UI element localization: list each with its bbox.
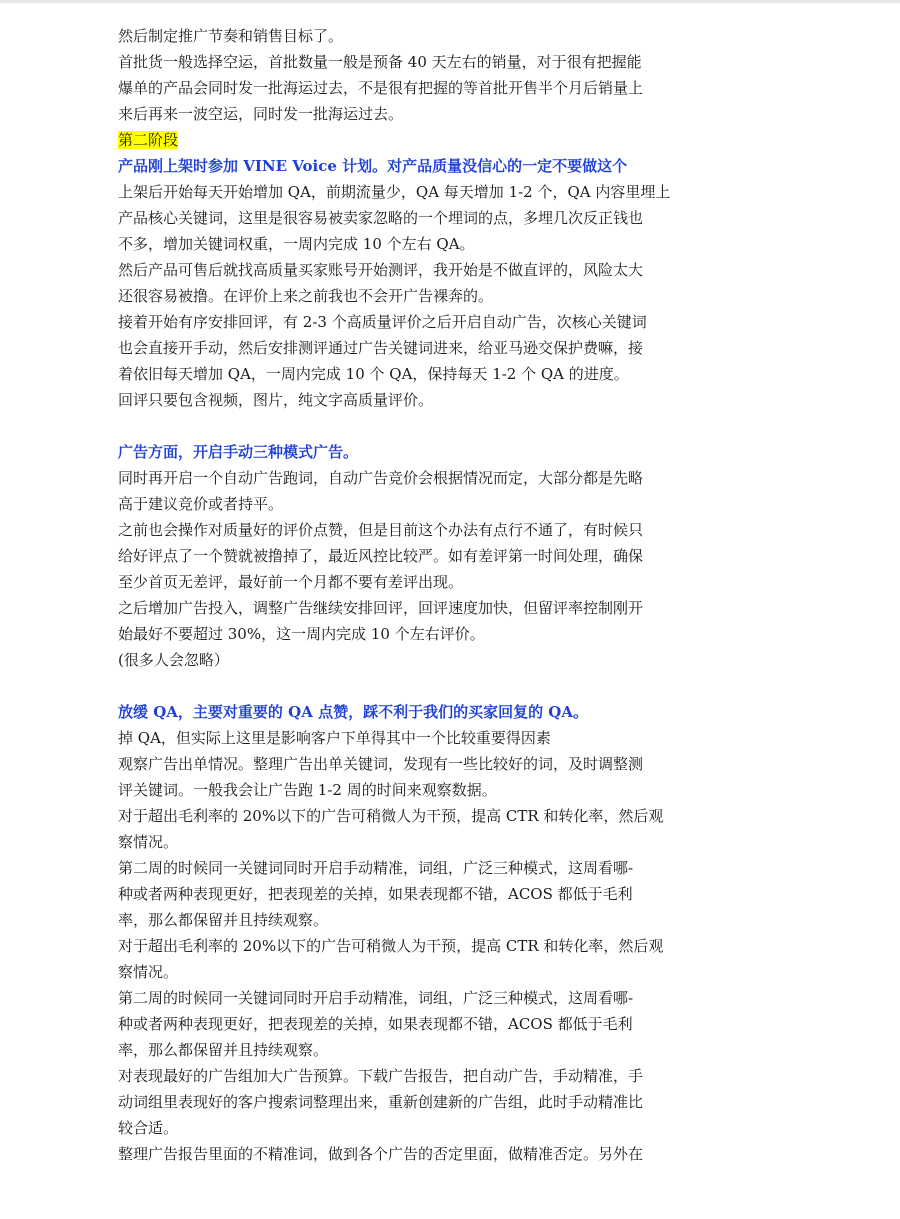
paragraph-line: 评关键词。一般我会让广告跑 1-2 周的时间来观察数据。 [118, 781, 497, 799]
paragraph-line: 产品核心关键词，这里是很容易被卖家忽略的一个埋词的点，多埋几次反正钱也 [118, 209, 644, 227]
paragraph-line: 观察广告出单情况。整理广告出单关键词，发现有一些比较好的词，及时调整测 [118, 755, 644, 773]
paragraph-line: 掉 QA，但实际上这里是影响客户下单得其中一个比较重要得因素 [118, 729, 551, 747]
paragraph-line: 动词组里表现好的客户搜索词整理出来，重新创建新的广告组，此时手动精准比 [118, 1093, 644, 1111]
paragraph-line: (很多人会忽略） [118, 651, 229, 669]
paragraph-line: 对于超出毛利率的 20%以下的广告可稍微人为干预，提高 CTR 和转化率，然后观 [118, 807, 664, 825]
paragraph-line: 着依旧每天增加 QA，一周内完成 10 个 QA，保持每天 1-2 个 QA 的进度。 [118, 365, 629, 383]
paragraph-line: 也会直接开手动，然后安排测评通过广告关键词进来，给亚马逊交保护费嘛，接 [118, 339, 644, 357]
paragraph-line: 首批货一般选择空运，首批数量一般是预备 40 天左右的销量，对于很有把握能 [118, 53, 642, 71]
paragraph-line: 给好评点了一个赞就被撸掉了，最近风控比较严。如有差评第一时间处理，确保 [118, 547, 644, 565]
paragraph-line: 不多，增加关键词权重，一周内完成 10 个左右 QA。 [118, 235, 475, 253]
paragraph-line: 接着开始有序安排回评，有 2-3 个高质量评价之后开启自动广告，次核心关键词 [118, 313, 647, 331]
paragraph-line: 种或者两种表现更好，把表现差的关掉，如果表现都不错，ACOS 都低于毛利 [118, 1015, 633, 1033]
paragraph-line: 对表现最好的广告组加大广告预算。下载广告报告，把自动广告，手动精准，手 [118, 1067, 644, 1085]
paragraph-line: 整理广告报告里面的不精准词，做到各个广告的否定里面，做精准否定。另外在 [118, 1145, 644, 1163]
highlighted-stage-label: 第二阶段 [118, 131, 179, 149]
blank-line [118, 413, 738, 439]
section-heading: 广告方面，开启手动三种模式广告。 [118, 443, 359, 461]
document-page [118, 23, 738, 1167]
paragraph-line: 始最好不要超过 30%，这一周内完成 10 个左右评价。 [118, 625, 485, 643]
paragraph-line: 然后产品可售后就找高质量买家账号开始测评，我开始是不做直评的，风险太大 [118, 261, 644, 279]
section-heading: 放缓 QA，主要对重要的 QA 点赞，踩不利于我们的买家回复的 QA。 [118, 703, 589, 721]
paragraph-line: 较合适。 [118, 1119, 179, 1137]
section-heading: 产品刚上架时参加 VINE Voice 计划。对产品质量没信心的一定不要做这个 [118, 157, 628, 175]
paragraph-line: 第二周的时候同一关键词同时开启手动精准，词组，广泛三种模式，这周看哪- [118, 989, 634, 1007]
paragraph-line: 回评只要包含视频，图片，纯文字高质量评价。 [118, 391, 434, 409]
paragraph-line: 之后增加广告投入，调整广告继续安排回评，回评速度加快，但留评率控制刚开 [118, 599, 644, 617]
paragraph-line: 之前也会操作对质量好的评价点赞，但是目前这个办法有点行不通了，有时候只 [118, 521, 644, 539]
paragraph-line: 爆单的产品会同时发一批海运过去，不是很有把握的等首批开售半个月后销量上 [118, 79, 644, 97]
paragraph-line: 来后再来一波空运，同时发一批海运过去。 [118, 105, 404, 123]
stage-label-line [118, 127, 738, 153]
page-top-border [0, 0, 900, 3]
paragraph-line: 上架后开始每天开始增加 QA，前期流量少，QA 每天增加 1-2 个，QA 内容里埋上 [118, 183, 671, 201]
paragraph-line: 对于超出毛利率的 20%以下的广告可稍微人为干预，提高 CTR 和转化率，然后观 [118, 937, 664, 955]
paragraph-line: 还很容易被撸。在评价上来之前我也不会开广告裸奔的。 [118, 287, 494, 305]
paragraph-line: 第二周的时候同一关键词同时开启手动精准，词组，广泛三种模式，这周看哪- [118, 859, 634, 877]
paragraph-line: 察情况。 [118, 963, 179, 981]
blank-line [118, 673, 738, 699]
paragraph-line: 率，那么都保留并且持续观察。 [118, 1041, 329, 1059]
paragraph-line: 率，那么都保留并且持续观察。 [118, 911, 329, 929]
paragraph-line: 同时再开启一个自动广告跑词，自动广告竞价会根据情况而定，大部分都是先略 [118, 469, 644, 487]
paragraph-line: 种或者两种表现更好，把表现差的关掉，如果表现都不错，ACOS 都低于毛利 [118, 885, 633, 903]
paragraph-line: 然后制定推广节奏和销售目标了。 [118, 27, 344, 45]
paragraph-line: 高于建议竞价或者持平。 [118, 495, 284, 513]
paragraph-line: 至少首页无差评，最好前一个月都不要有差评出现。 [118, 573, 464, 591]
paragraph-line: 察情况。 [118, 833, 179, 851]
